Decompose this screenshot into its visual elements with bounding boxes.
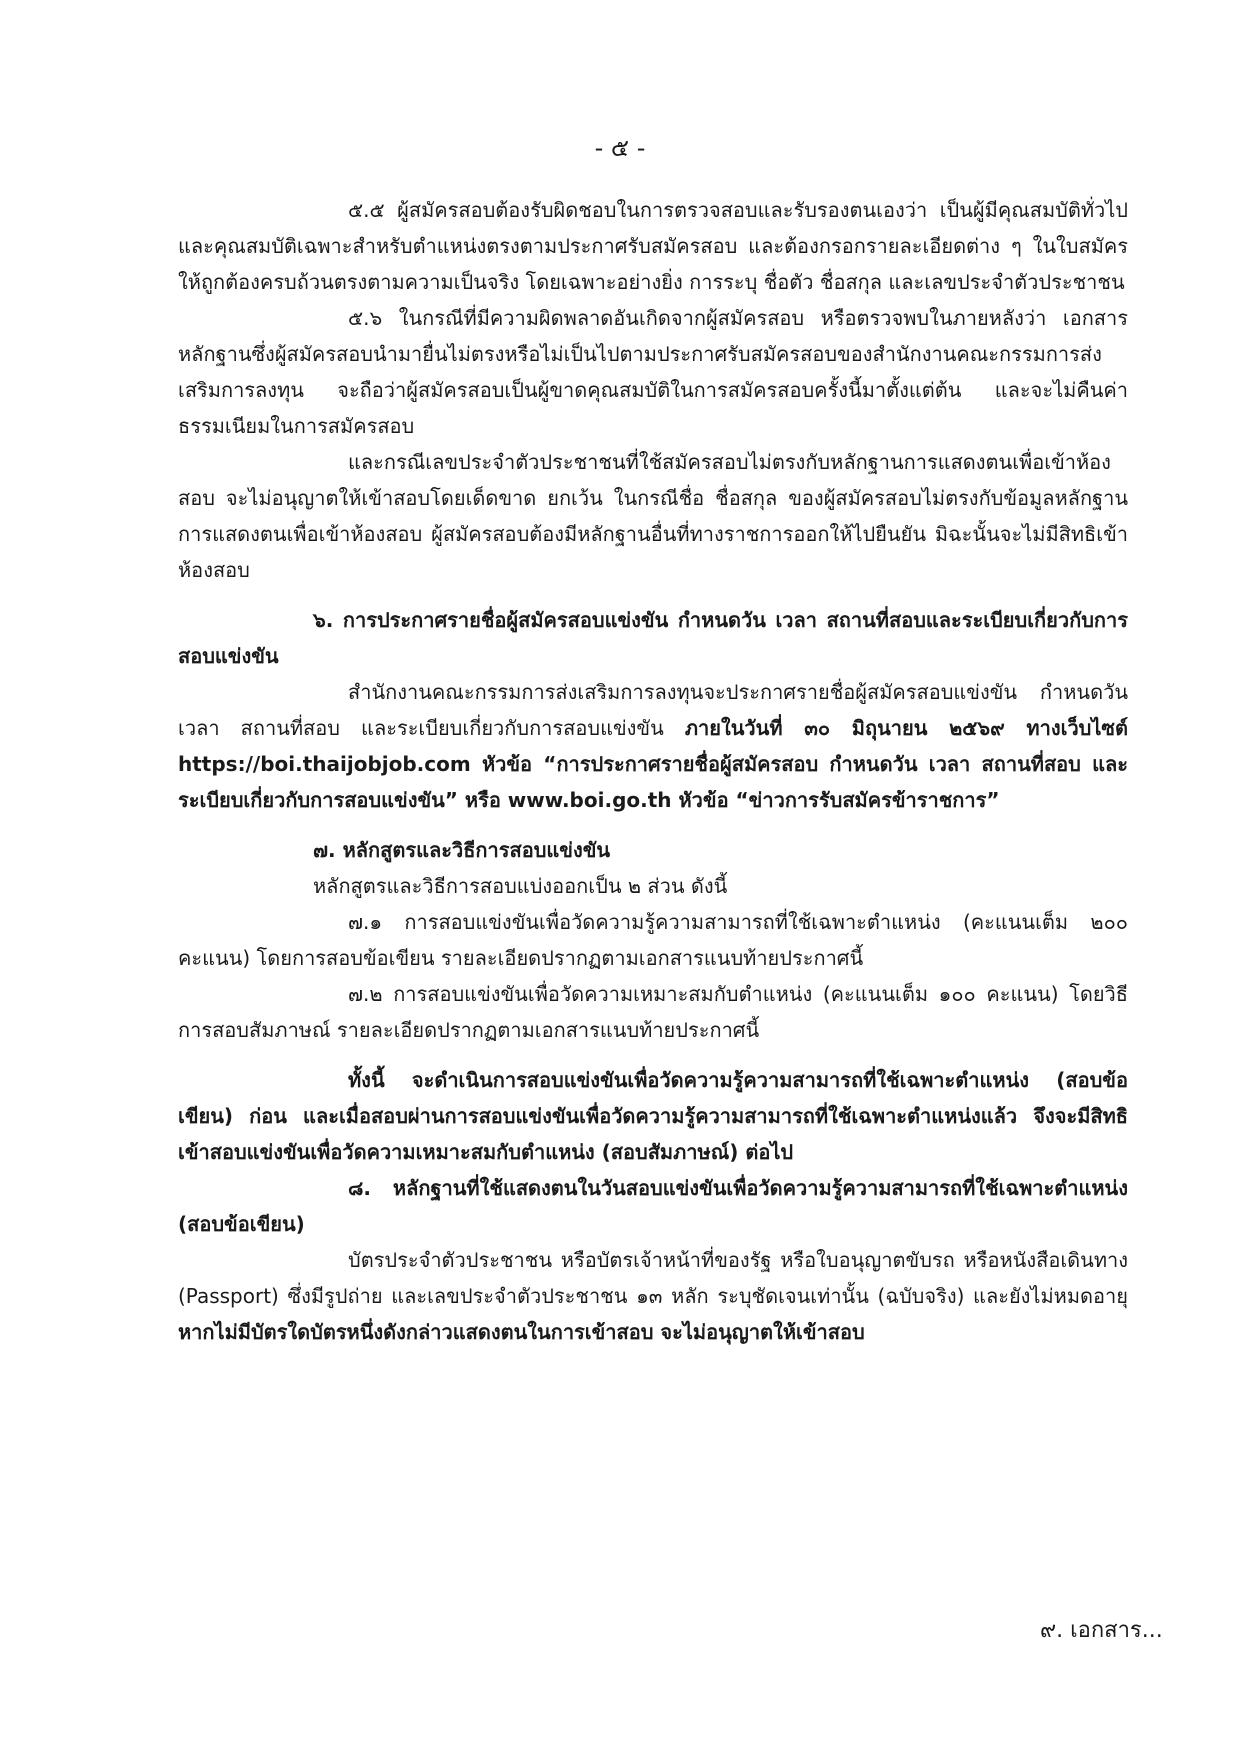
paragraph-7-2: ๗.๒ การสอบแข่งขันเพื่อวัดความเหมาะสมกับตำแหน่ง (คะแนนเต็ม ๑๐๐ คะแนน) โดยวิธีการสอบสัมภาษณ์ รายละเอียดปรากฏตามเอกสารแนบท้ายประกาศนี้ [178,982,1128,1042]
page-number: - ๕ - [594,134,646,162]
section-6-heading: ๖. การประกาศรายชื่อผู้สมัครสอบแข่งขัน กำหนดวัน เวลา สถานที่สอบและระเบียบเกี่ยวกับการสอบแข่งขัน [178,608,1128,668]
section-8-heading: ๘. หลักฐานที่ใช้แสดงตนในวันสอบแข่งขันเพื่อวัดความรู้ความสามารถที่ใช้เฉพาะตำแหน่ง (สอบข้อเขียน) [178,1176,1128,1236]
paragraph-7-note: ทั้งนี้ จะดำเนินการสอบแข่งขันเพื่อวัดความรู้ความสามารถที่ใช้เฉพาะตำแหน่ง (สอบข้อเขียน) ก่อน และเมื่อสอบผ่านการสอบแข่งขันเพื่อวัดความรู้ความสามารถที่ใช้เฉพาะตำแหน่งแล้ว จึงจะมีสิทธิเข้าสอบแข่งขันเพื่อวัดความเหมาะสมกับตำแหน่ง (สอบสัมภาษณ์) ต่อไป [178,1068,1128,1164]
paragraph-8 [178,1242,1128,1350]
paragraph-6 [178,674,1128,818]
paragraph-6-normal: สำนักงานคณะกรรมการส่งเสริมการลงทุนจะประกาศรายชื่อผู้สมัครสอบแข่งขัน กำหนดวัน เวลา สถานที่สอบ และระเบียบเกี่ยวกับการสอบแข่งขัน [178,680,1128,740]
paragraph-7-1: ๗.๑ การสอบแข่งขันเพื่อวัดความรู้ความสามารถที่ใช้เฉพาะตำแหน่ง (คะแนนเต็ม ๒๐๐ คะแนน) โดยการสอบข้อเขียน รายละเอียดปรากฏตามเอกสารแนบท้ายประกาศนี้ [178,910,1128,970]
paragraph-8-normal: บัตรประจำตัวประชาชน หรือบัตรเจ้าหน้าที่ของรัฐ หรือใบอนุญาตขับรถ หรือหนังสือเดินทาง (Passport) ซึ่งมีรูปถ่าย และเลขประจำตัวประชาชน ๑๓ หลัก ระบุชัดเจนเท่านั้น (ฉบับจริง) และยังไม่หมดอายุ [178,1248,1128,1308]
paragraph-5-5: ๕.๕ ผู้สมัครสอบต้องรับผิดชอบในการตรวจสอบและรับรองตนเองว่า เป็นผู้มีคุณสมบัติทั่วไปและคุณสมบัติเฉพาะสำหรับตำแหน่งตรงตามประกาศรับสมัครสอบ และต้องกรอกรายละเอียดต่าง ๆ ในใบสมัครให้ถูกต้องครบถ้วนตรงตามความเป็นจริง โดยเฉพาะอย่างยิ่ง การระบุ ชื่อตัว ชื่อสกุล และเลขประจำตัวประชาชน [178,198,1128,294]
paragraph-8-bold: หากไม่มีบัตรใดบัตรหนึ่งดังกล่าวแสดงตนในการเข้าสอบ จะไม่อนุญาตให้เข้าสอบ [178,1320,865,1344]
paragraph-5-6-continued: และกรณีเลขประจำตัวประชาชนที่ใช้สมัครสอบไม่ตรงกับหลักฐานการแสดงตนเพื่อเข้าห้องสอบ จะไม่อนุญาตให้เข้าสอบโดยเด็ดขาด ยกเว้น ในกรณีชื่อ ชื่อสกุล ของผู้สมัครสอบไม่ตรงกับข้อมูลหลักฐานการแสดงตนเพื่อเข้าห้องสอบ ผู้สมัครสอบต้องมีหลักฐานอื่นที่ทางราชการออกให้ไปยืนยัน มิฉะนั้นจะไม่มีสิทธิเข้าห้องสอบ [178,450,1128,582]
paragraph-7-intro: หลักสูตรและวิธีการสอบแบ่งออกเป็น ๒ ส่วน ดังนี้ [313,874,728,898]
paragraph-5-6: ๕.๖ ในกรณีที่มีความผิดพลาดอันเกิดจากผู้สมัครสอบ หรือตรวจพบในภายหลังว่า เอกสารหลักฐานซึ่งผู้สมัครสอบนำมายื่นไม่ตรงหรือไม่เป็นไปตามประกาศรับสมัครสอบของสำนักงานคณะกรรมการส่งเสริมการลงทุน จะถือว่าผู้สมัครสอบเป็นผู้ขาดคุณสมบัติในการสมัครสอบครั้งนี้มาตั้งแต่ต้น และจะไม่คืนค่าธรรมเนียมในการสมัครสอบ [178,306,1128,438]
document-body [178,192,1128,1350]
section-7-heading: ๗. หลักสูตรและวิธีการสอบแข่งขัน [313,838,611,862]
paragraph-6-bold: ภายในวันที่ ๓๐ มิถุนายน ๒๕๖๙ ทางเว็บไซต์ https://boi.thaijobjob.com หัวข้อ “การประกาศรายชื่อผู้สมัครสอบ กำหนดวัน เวลา สถานที่สอบ และระเบียบเกี่ยวกับการสอบแข่งขัน” หรือ www.boi.go.th หัวข้อ “ข่าวการรับสมัครข้าราชการ” [178,716,1128,812]
next-page-reference: ๙. เอกสาร... [1040,1618,1163,1643]
